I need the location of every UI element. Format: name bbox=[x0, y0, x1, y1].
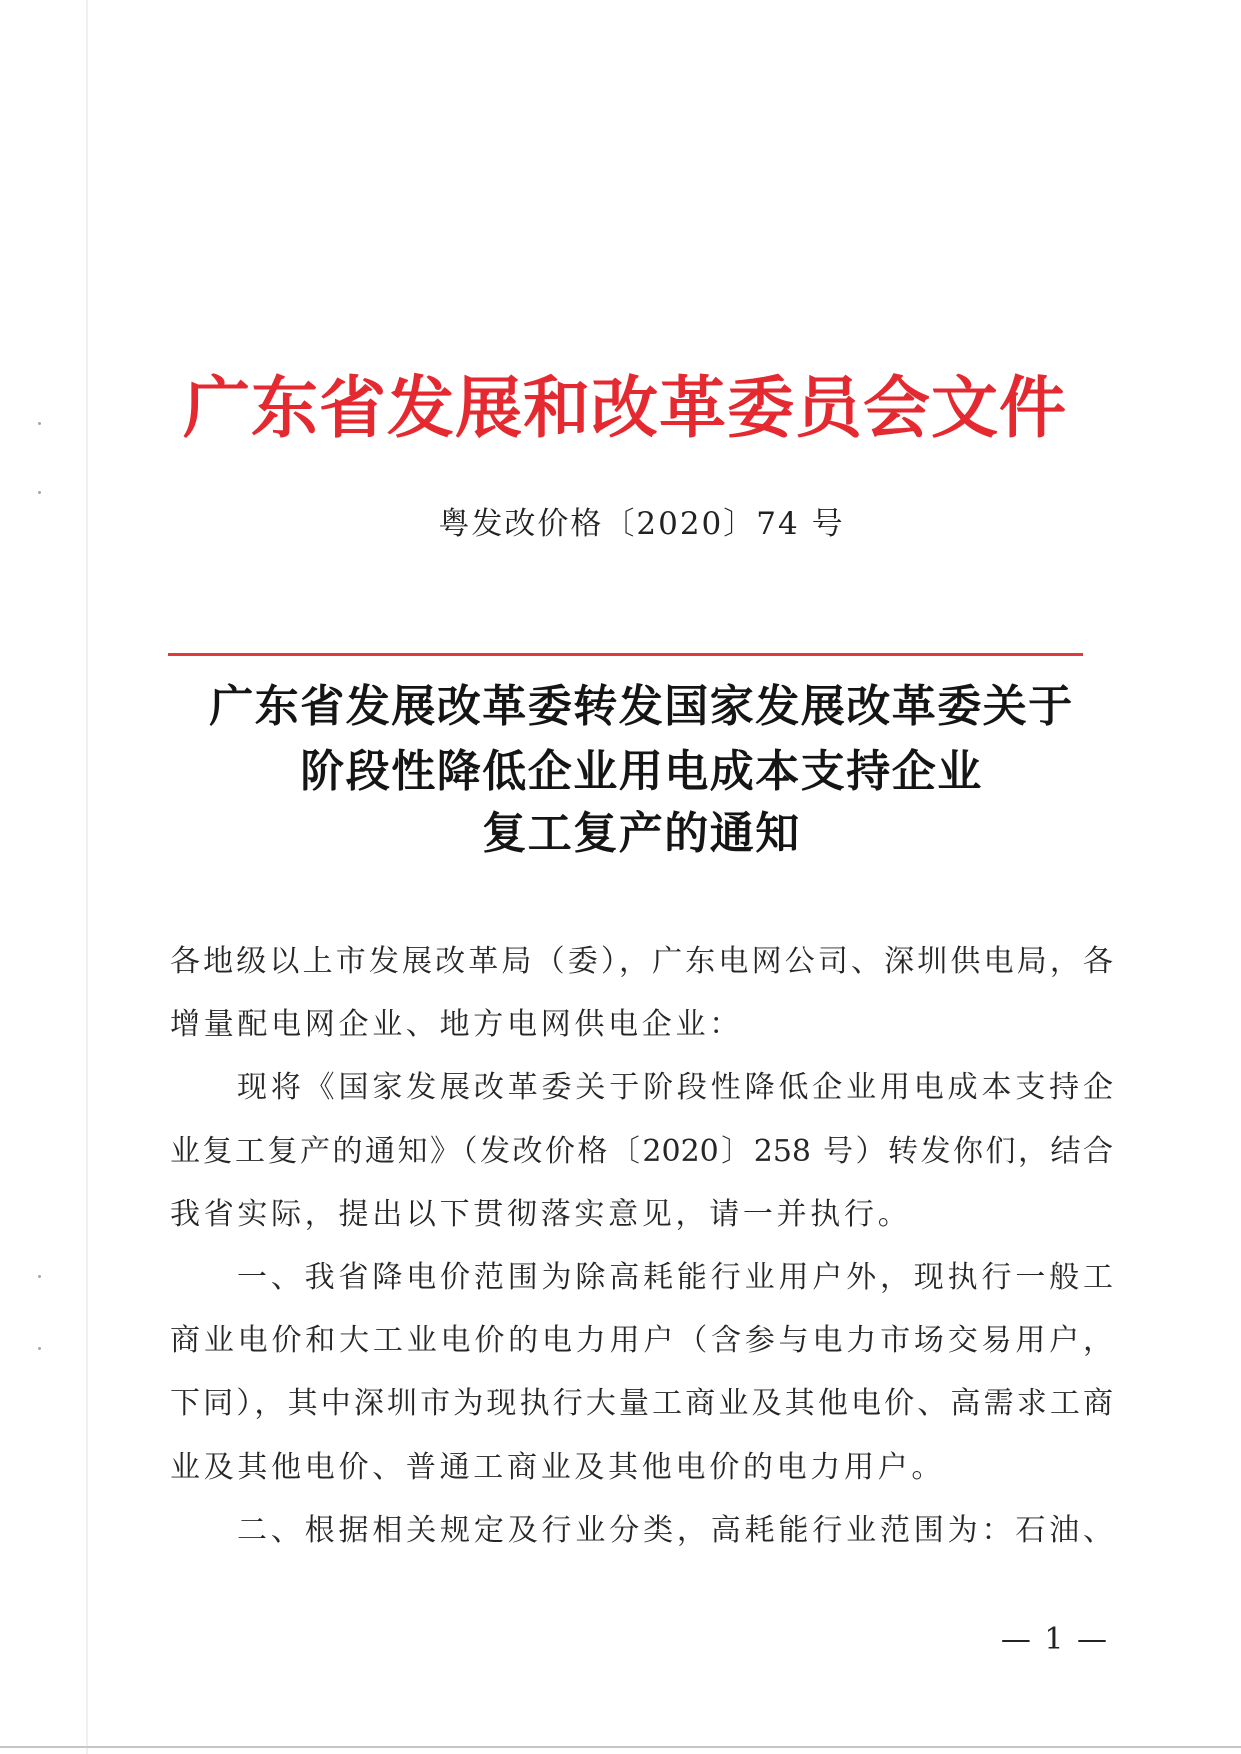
paragraph-line: 二、根据相关规定及行业分类，高耗能行业范围为：石油、 bbox=[237, 1512, 1113, 1548]
paragraph-line: 业及其他电价、普通工商业及其他电价的电力用户。 bbox=[170, 1449, 946, 1485]
scan-edge-shadow bbox=[86, 0, 88, 1754]
scan-speck bbox=[38, 1275, 41, 1278]
addressee-line: 增量配电网企业、地方电网供电企业： bbox=[170, 1007, 743, 1043]
paragraph bbox=[170, 1499, 1113, 1562]
scan-speck bbox=[38, 1347, 41, 1350]
document-number: 粤发改价格〔2020〕74 号 bbox=[438, 506, 845, 542]
notice-body bbox=[170, 930, 1113, 1562]
notice-title-line: 复工复产的通知 bbox=[482, 808, 801, 859]
red-separator-rule bbox=[168, 653, 1083, 656]
scan-bottom-edge bbox=[0, 1746, 1241, 1748]
page-number: — 1 — bbox=[1000, 1622, 1109, 1657]
paragraph-line: 商业电价和大工业电价的电力用户（含参与电力市场交易用户， bbox=[170, 1323, 1113, 1359]
paragraph-line: 下同），其中深圳市为现执行大量工商业及其他电价、高需求工商 bbox=[170, 1386, 1113, 1422]
addressee-line: 各地级以上市发展改革局（委），广东电网公司、深圳供电局，各 bbox=[170, 944, 1113, 979]
paragraph-line: 现将《国家发展改革委关于阶段性降低企业用电成本支持企 bbox=[237, 1070, 1113, 1106]
notice-title-line: 广东省发展改革委转发国家发展改革委关于 bbox=[209, 681, 1074, 732]
paragraph-line: 一、我省降电价范围为除高耗能行业用户外，现执行一般工 bbox=[237, 1259, 1113, 1295]
issuer-header: 广东省发展和改革委员会文件 bbox=[183, 368, 1067, 447]
scan-speck bbox=[38, 422, 41, 425]
addressee bbox=[170, 930, 1113, 1056]
paragraph-line: 我省实际，提出以下贯彻落实意见，请一并执行。 bbox=[170, 1196, 912, 1232]
notice-title-line: 阶段性降低企业用电成本支持企业 bbox=[300, 746, 983, 797]
paragraph bbox=[170, 1246, 1113, 1499]
paragraph-line: 业复工复产的通知》（发改价格〔2020〕258 号）转发你们，结合 bbox=[170, 1133, 1113, 1169]
paragraph bbox=[170, 1056, 1113, 1246]
scan-speck bbox=[38, 491, 41, 494]
